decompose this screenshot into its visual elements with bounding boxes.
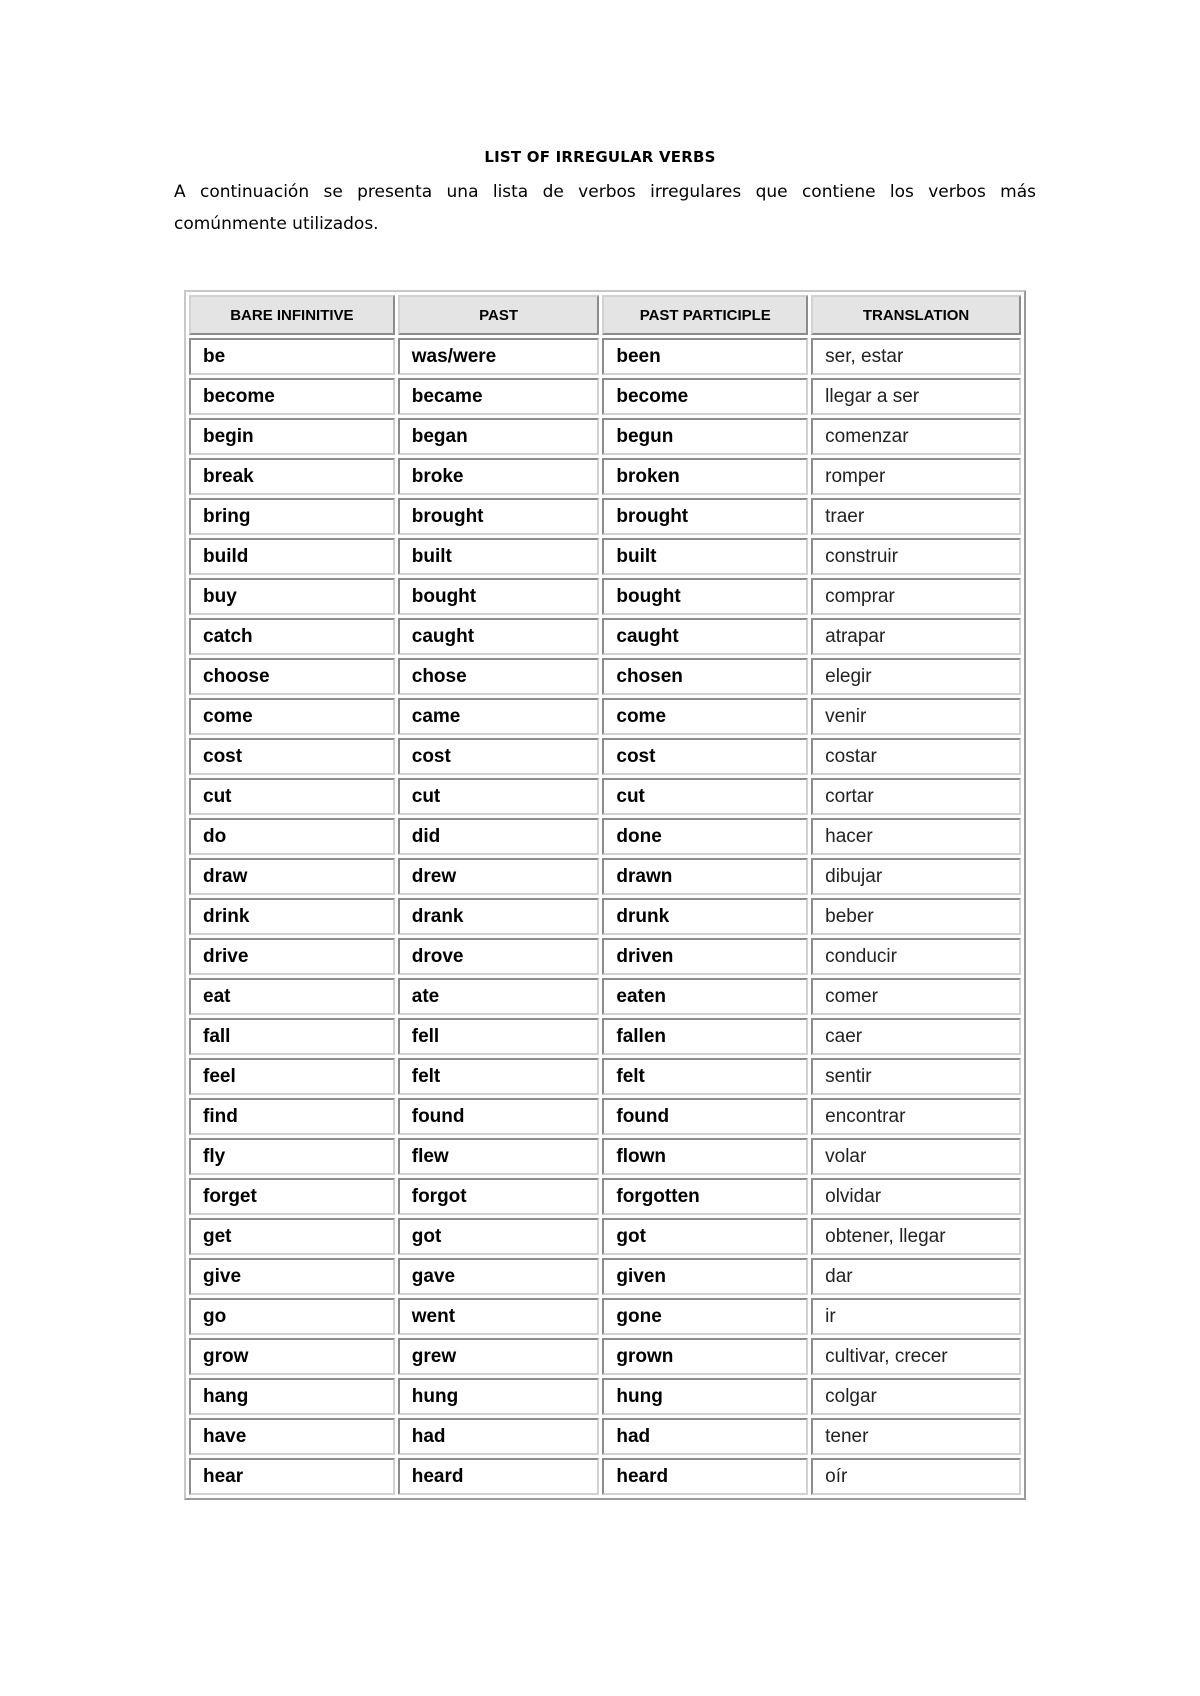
bare-infinitive-cell: draw <box>189 858 395 895</box>
table-row <box>189 1378 1021 1415</box>
table-row <box>189 1418 1021 1455</box>
bare-infinitive-cell: eat <box>189 978 395 1015</box>
bare-infinitive-cell: grow <box>189 1338 395 1375</box>
translation-cell: comenzar <box>811 418 1021 455</box>
table-row <box>189 578 1021 615</box>
translation-cell: hacer <box>811 818 1021 855</box>
past-participle-cell: bought <box>602 578 808 615</box>
table-row <box>189 938 1021 975</box>
past-participle-cell: eaten <box>602 978 808 1015</box>
bare-infinitive-cell: catch <box>189 618 395 655</box>
table-row <box>189 1058 1021 1095</box>
bare-infinitive-cell: go <box>189 1298 395 1335</box>
bare-infinitive-cell: forget <box>189 1178 395 1215</box>
translation-cell: colgar <box>811 1378 1021 1415</box>
past-cell: gave <box>398 1258 600 1295</box>
translation-cell: sentir <box>811 1058 1021 1095</box>
past-cell: cost <box>398 738 600 775</box>
translation-cell: cultivar, crecer <box>811 1338 1021 1375</box>
translation-cell: comprar <box>811 578 1021 615</box>
table-row <box>189 1018 1021 1055</box>
table-row <box>189 418 1021 455</box>
past-cell: drove <box>398 938 600 975</box>
translation-cell: dibujar <box>811 858 1021 895</box>
bare-infinitive-cell: do <box>189 818 395 855</box>
past-cell: fell <box>398 1018 600 1055</box>
table-row <box>189 858 1021 895</box>
past-participle-cell: been <box>602 338 808 375</box>
past-participle-cell: begun <box>602 418 808 455</box>
bare-infinitive-cell: fall <box>189 1018 395 1055</box>
past-participle-cell: drawn <box>602 858 808 895</box>
page-title: LIST OF IRREGULAR VERBS <box>484 148 716 166</box>
past-participle-cell: fallen <box>602 1018 808 1055</box>
past-cell: went <box>398 1298 600 1335</box>
table-header-row <box>189 295 1021 335</box>
table-row <box>189 738 1021 775</box>
translation-cell: encontrar <box>811 1098 1021 1135</box>
past-participle-cell: drunk <box>602 898 808 935</box>
past-cell: did <box>398 818 600 855</box>
table-row <box>189 898 1021 935</box>
past-participle-cell: flown <box>602 1138 808 1175</box>
past-participle-cell: gone <box>602 1298 808 1335</box>
past-cell: bought <box>398 578 600 615</box>
past-cell: was/were <box>398 338 600 375</box>
bare-infinitive-cell: become <box>189 378 395 415</box>
translation-cell: beber <box>811 898 1021 935</box>
past-cell: flew <box>398 1138 600 1175</box>
translation-cell: venir <box>811 698 1021 735</box>
table-row <box>189 818 1021 855</box>
table-row <box>189 658 1021 695</box>
header-past: PAST <box>398 295 600 335</box>
translation-cell: ir <box>811 1298 1021 1335</box>
bare-infinitive-cell: be <box>189 338 395 375</box>
bare-infinitive-cell: fly <box>189 1138 395 1175</box>
past-cell: hung <box>398 1378 600 1415</box>
past-cell: chose <box>398 658 600 695</box>
past-cell: came <box>398 698 600 735</box>
table-row <box>189 1258 1021 1295</box>
translation-cell: dar <box>811 1258 1021 1295</box>
past-participle-cell: driven <box>602 938 808 975</box>
bare-infinitive-cell: get <box>189 1218 395 1255</box>
translation-cell: traer <box>811 498 1021 535</box>
past-cell: drank <box>398 898 600 935</box>
past-participle-cell: felt <box>602 1058 808 1095</box>
translation-cell: caer <box>811 1018 1021 1055</box>
past-cell: built <box>398 538 600 575</box>
past-cell: broke <box>398 458 600 495</box>
table-row <box>189 1338 1021 1375</box>
past-participle-cell: cost <box>602 738 808 775</box>
past-participle-cell: become <box>602 378 808 415</box>
bare-infinitive-cell: have <box>189 1418 395 1455</box>
past-participle-cell: cut <box>602 778 808 815</box>
past-participle-cell: built <box>602 538 808 575</box>
past-participle-cell: done <box>602 818 808 855</box>
past-participle-cell: chosen <box>602 658 808 695</box>
bare-infinitive-cell: feel <box>189 1058 395 1095</box>
table-row <box>189 458 1021 495</box>
translation-cell: conducir <box>811 938 1021 975</box>
past-participle-cell: brought <box>602 498 808 535</box>
past-cell: cut <box>398 778 600 815</box>
past-participle-cell: hung <box>602 1378 808 1415</box>
bare-infinitive-cell: come <box>189 698 395 735</box>
translation-cell: ser, estar <box>811 338 1021 375</box>
bare-infinitive-cell: buy <box>189 578 395 615</box>
translation-cell: elegir <box>811 658 1021 695</box>
past-cell: grew <box>398 1338 600 1375</box>
past-cell: forgot <box>398 1178 600 1215</box>
past-cell: ate <box>398 978 600 1015</box>
table-row <box>189 538 1021 575</box>
table-row <box>189 1298 1021 1335</box>
translation-cell: comer <box>811 978 1021 1015</box>
bare-infinitive-cell: cost <box>189 738 395 775</box>
bare-infinitive-cell: build <box>189 538 395 575</box>
table-row <box>189 618 1021 655</box>
table-row <box>189 1178 1021 1215</box>
table-row <box>189 1138 1021 1175</box>
table-row <box>189 378 1021 415</box>
past-participle-cell: come <box>602 698 808 735</box>
table-row <box>189 1218 1021 1255</box>
past-cell: brought <box>398 498 600 535</box>
table-row <box>189 698 1021 735</box>
bare-infinitive-cell: begin <box>189 418 395 455</box>
bare-infinitive-cell: break <box>189 458 395 495</box>
table-row <box>189 338 1021 375</box>
table-body <box>189 338 1021 1495</box>
past-cell: had <box>398 1418 600 1455</box>
past-participle-cell: got <box>602 1218 808 1255</box>
past-participle-cell: forgotten <box>602 1178 808 1215</box>
table-row <box>189 1458 1021 1495</box>
translation-cell: costar <box>811 738 1021 775</box>
table-row <box>189 978 1021 1015</box>
past-participle-cell: had <box>602 1418 808 1455</box>
past-cell: caught <box>398 618 600 655</box>
past-cell: began <box>398 418 600 455</box>
translation-cell: obtener, llegar <box>811 1218 1021 1255</box>
bare-infinitive-cell: choose <box>189 658 395 695</box>
translation-cell: oír <box>811 1458 1021 1495</box>
past-cell: drew <box>398 858 600 895</box>
bare-infinitive-cell: give <box>189 1258 395 1295</box>
header-bare-infinitive: BARE INFINITIVE <box>189 295 395 335</box>
translation-cell: cortar <box>811 778 1021 815</box>
table-row <box>189 498 1021 535</box>
bare-infinitive-cell: cut <box>189 778 395 815</box>
past-cell: felt <box>398 1058 600 1095</box>
translation-cell: romper <box>811 458 1021 495</box>
translation-cell: construir <box>811 538 1021 575</box>
table-row <box>189 778 1021 815</box>
past-participle-cell: heard <box>602 1458 808 1495</box>
table-row <box>189 1098 1021 1135</box>
bare-infinitive-cell: find <box>189 1098 395 1135</box>
past-cell: became <box>398 378 600 415</box>
bare-infinitive-cell: drink <box>189 898 395 935</box>
bare-infinitive-cell: hang <box>189 1378 395 1415</box>
past-participle-cell: grown <box>602 1338 808 1375</box>
past-cell: heard <box>398 1458 600 1495</box>
intro-paragraph: A continuación se presenta una lista de verbos irregulares que contiene los verbos más comúnmente utilizados. <box>174 182 1036 234</box>
past-participle-cell: found <box>602 1098 808 1135</box>
translation-cell: atrapar <box>811 618 1021 655</box>
past-participle-cell: broken <box>602 458 808 495</box>
past-cell: found <box>398 1098 600 1135</box>
translation-cell: olvidar <box>811 1178 1021 1215</box>
translation-cell: llegar a ser <box>811 378 1021 415</box>
past-participle-cell: caught <box>602 618 808 655</box>
header-translation: TRANSLATION <box>811 295 1021 335</box>
translation-cell: volar <box>811 1138 1021 1175</box>
irregular-verbs-table <box>184 290 1026 1500</box>
past-participle-cell: given <box>602 1258 808 1295</box>
header-past-participle: PAST PARTICIPLE <box>602 295 808 335</box>
bare-infinitive-cell: hear <box>189 1458 395 1495</box>
bare-infinitive-cell: bring <box>189 498 395 535</box>
bare-infinitive-cell: drive <box>189 938 395 975</box>
past-cell: got <box>398 1218 600 1255</box>
translation-cell: tener <box>811 1418 1021 1455</box>
